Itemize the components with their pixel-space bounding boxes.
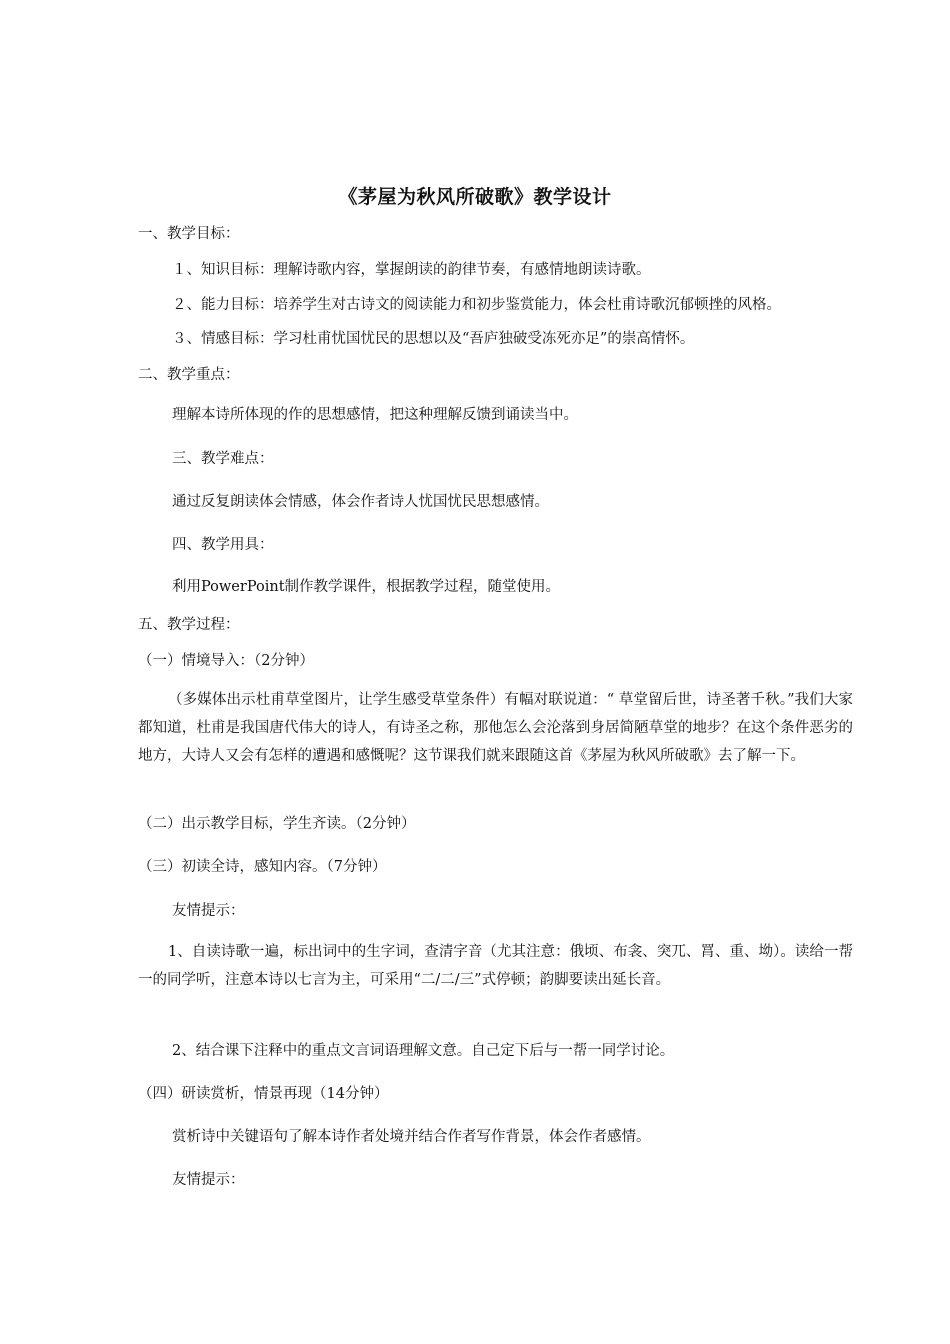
objective-knowledge: １、知识目标：理解诗歌内容，掌握朗读的韵律节奏，有感情地朗读诗歌。: [172, 262, 651, 278]
document-title: 《茅屋为秋风所破歌》教学设计: [338, 186, 612, 208]
process-step-4-tip-label: 友情提示：: [172, 1172, 245, 1188]
section-heading-difficulties: 三、教学难点：: [172, 451, 274, 467]
tools-text: 利用PowerPoint制作教学课件，根据教学过程，随堂使用。: [172, 579, 561, 595]
process-step-4-text: 赏析诗中关键语句了解本诗作者处境并结合作者写作背景，体会作者感情。: [172, 1129, 651, 1145]
difficulties-text: 通过反复朗读体会情感，体会作者诗人忧国忧民思想感情。: [172, 494, 549, 510]
process-step-4-heading: （四）研读赏析，情景再现（14分钟）: [138, 1086, 389, 1102]
section-heading-key-points: 二、教学重点：: [138, 367, 240, 383]
objective-ability: ２、能力目标：培养学生对古诗文的阅读能力和初步鉴赏能力，体会杜甫诗歌沉郁顿挫的风格。: [172, 297, 781, 313]
process-step-3-item-2: 2、结合课下注释中的重点文言词语理解文意。自己定下后与一帮一同学讨论。: [172, 1043, 675, 1059]
process-step-1-text: （多媒体出示杜甫草堂图片，让学生感受草堂条件）有幅对联说道：“ 草堂留后世，诗圣著千秋。”我们大家都知道，杜甫是我国唐代伟大的诗人，有诗圣之称，那他怎么会沦落到身居简陋草堂的地步？在这个条件恶劣的地方，大诗人又会有怎样的遭遇和感慨呢？这节课我们就来跟随这首《茅屋为秋风所破歌》去了解一下。: [138, 692, 853, 764]
process-step-1-heading: （一）情境导入：（2分钟）: [138, 653, 314, 669]
process-step-3-tip-label: 友情提示：: [172, 903, 245, 919]
key-points-text: 理解本诗所体现的作的思想感情，把这种理解反馈到诵读当中。: [172, 407, 578, 423]
section-heading-tools: 四、教学用具：: [172, 537, 274, 553]
process-step-3-item-1: 1、自读诗歌一遍，标出词中的生字词，查清字音（尤其注意：俄顷、布衾、突兀、罥、重、坳）。读给一帮一的同学听，注意本诗以七言为主，可采用“二/二/三”式停顿；韵脚要读出延长音。: [138, 944, 853, 988]
section-heading-process: 五、教学过程：: [138, 617, 240, 633]
process-step-3-heading: （三）初读全诗，感知内容。（7分钟）: [138, 859, 387, 875]
objective-emotion: ３、情感目标：学习杜甫忧国忧民的思想以及“吾庐独破受冻死亦足”的崇高情怀。: [172, 331, 695, 347]
section-heading-objectives: 一、教学目标：: [138, 226, 240, 242]
process-step-2-heading: （二）出示教学目标，学生齐读。（2分钟）: [138, 816, 416, 832]
